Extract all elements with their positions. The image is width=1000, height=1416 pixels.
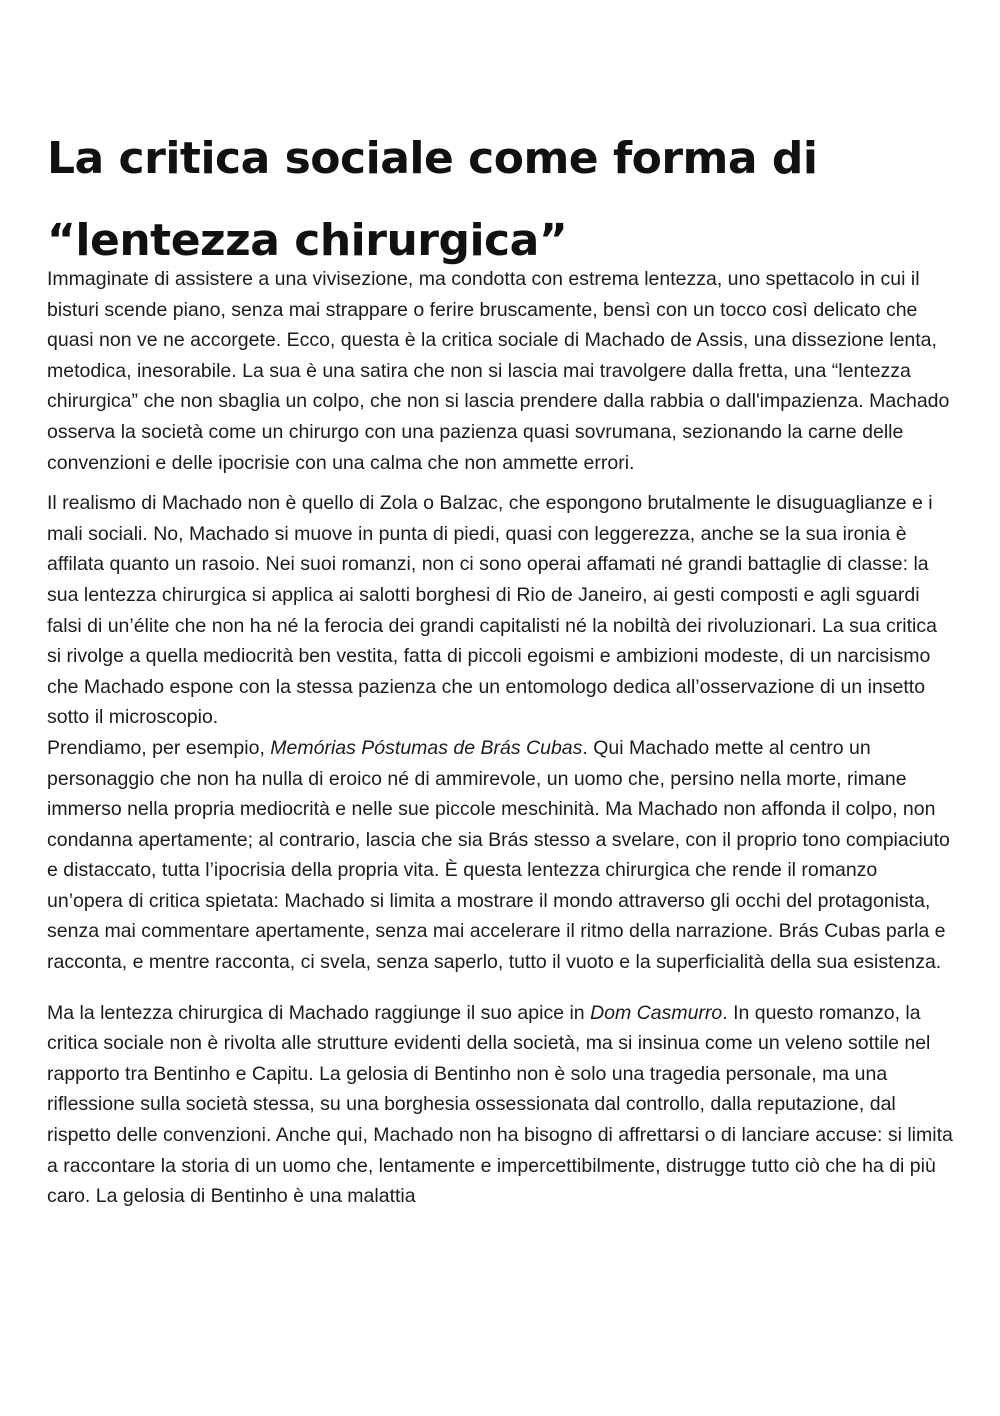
paragraph-3-text: . Qui Machado mette al centro un personaggio che non ha nulla di eroico né di ammirevole, un uomo che, persino nella morte, rimane immerso nella propria mediocrità e nelle sue piccole meschinità. Ma Machado non affonda il colpo, non condanna apertamente; al contrario, lascia che sia Brás stesso a svelare, con il proprio tono compiaciuto e distaccato, tutta l’ipocrisia della propria vita. È questa lentezza chirurgica che rende il romanzo un’opera di critica spietata: Machado si limita a mostrare il mondo attraverso gli occhi del protagonista, senza mai commentare apertamente, senza mai accelerare il ritmo della narrazione. Brás Cubas parla e racconta, e mentre racconta, ci svela, senza saperlo, tutto il vuoto e la superficialità della sua esistenza. [47, 736, 950, 974]
paragraph-4 [47, 998, 953, 1212]
paragraph-4-text: . In questo romanzo, la critica sociale non è rivolta alle strutture evidenti della società, ma si insinua come un veleno sottile nel rapporto tra Bentinho e Capitu. La gelosia di Bentinho non è solo una tragedia personale, ma una riflessione sulla società stessa, su una borghesia ossessionata dal controllo, dalla reputazione, dal rispetto delle convenzioni. Anche qui, Machado non ha bisogno di affrettarsi o di lanciare accuse: si limita a raccontare la storia di un uomo che, lentamente e impercettibilmente, distrugge tutto ciò che ha di più caro. La gelosia di Bentinho è una malattia [47, 1001, 953, 1208]
title-line-1: La critica sociale come forma di [47, 133, 818, 184]
paragraph-3-intro: Prendiamo, per esempio, [47, 736, 271, 759]
paragraph-4-intro: Ma la lentezza chirurgica di Machado raggiunge il suo apice in [47, 1001, 591, 1024]
paragraph-2: Il realismo di Machado non è quello di Zola o Balzac, che espongono brutalmente le disuguaglianze e i mali sociali. No, Machado si muove in punta di piedi, quasi con leggerezza, anche se la sua ironia è affilata quanto un rasoio. Nei suoi romanzi, non ci sono operai affamati né grandi battaglie di classe: la sua lentezza chirurgica si applica ai salotti borghesi di Rio de Janeiro, ai gesti composti e agli sguardi falsi di un’élite che non ha né la ferocia dei grandi capitalisti né la nobiltà dei rivoluzionari. La sua critica si rivolge a quella mediocrità ben vestita, fatta di piccoli egoismi e ambizioni modeste, di un narcisismo che Machado espone con la stessa pazienza che un entomologo dedica all’osservazione di un insetto sotto il microscopio. [47, 492, 937, 729]
book-title-bras-cubas: Memórias Póstumas de Brás Cubas [270, 736, 583, 759]
paragraph-1: Immaginate di assistere a una vivisezione, ma condotta con estrema lentezza, uno spettacolo in cui il bisturi scende piano, senza mai strappare o ferire bruscamente, bensì con un tocco così delicato che quasi non ve ne accorgete. Ecco, questa è la critica sociale di Machado de Assis, una dissezione lenta, metodica, inesorabile. La sua è una satira che non si lascia mai travolgere dalla fretta, una “lentezza chirurgica” che non sbaglia un colpo, che non si lascia prendere dalla rabbia o dall'impazienza. Machado osserva la società come un chirurgo con una pazienza quasi sovrumana, sezionando la carne delle convenzioni e delle ipocrisie con una calma che non ammette errori. [47, 268, 950, 474]
page-title [47, 118, 947, 282]
paragraph-3 [47, 733, 953, 978]
book-title-dom-casmurro: Dom Casmurro [590, 1001, 723, 1024]
title-line-2: “lentezza chirurgica” [47, 215, 568, 266]
article-body [47, 264, 953, 1222]
